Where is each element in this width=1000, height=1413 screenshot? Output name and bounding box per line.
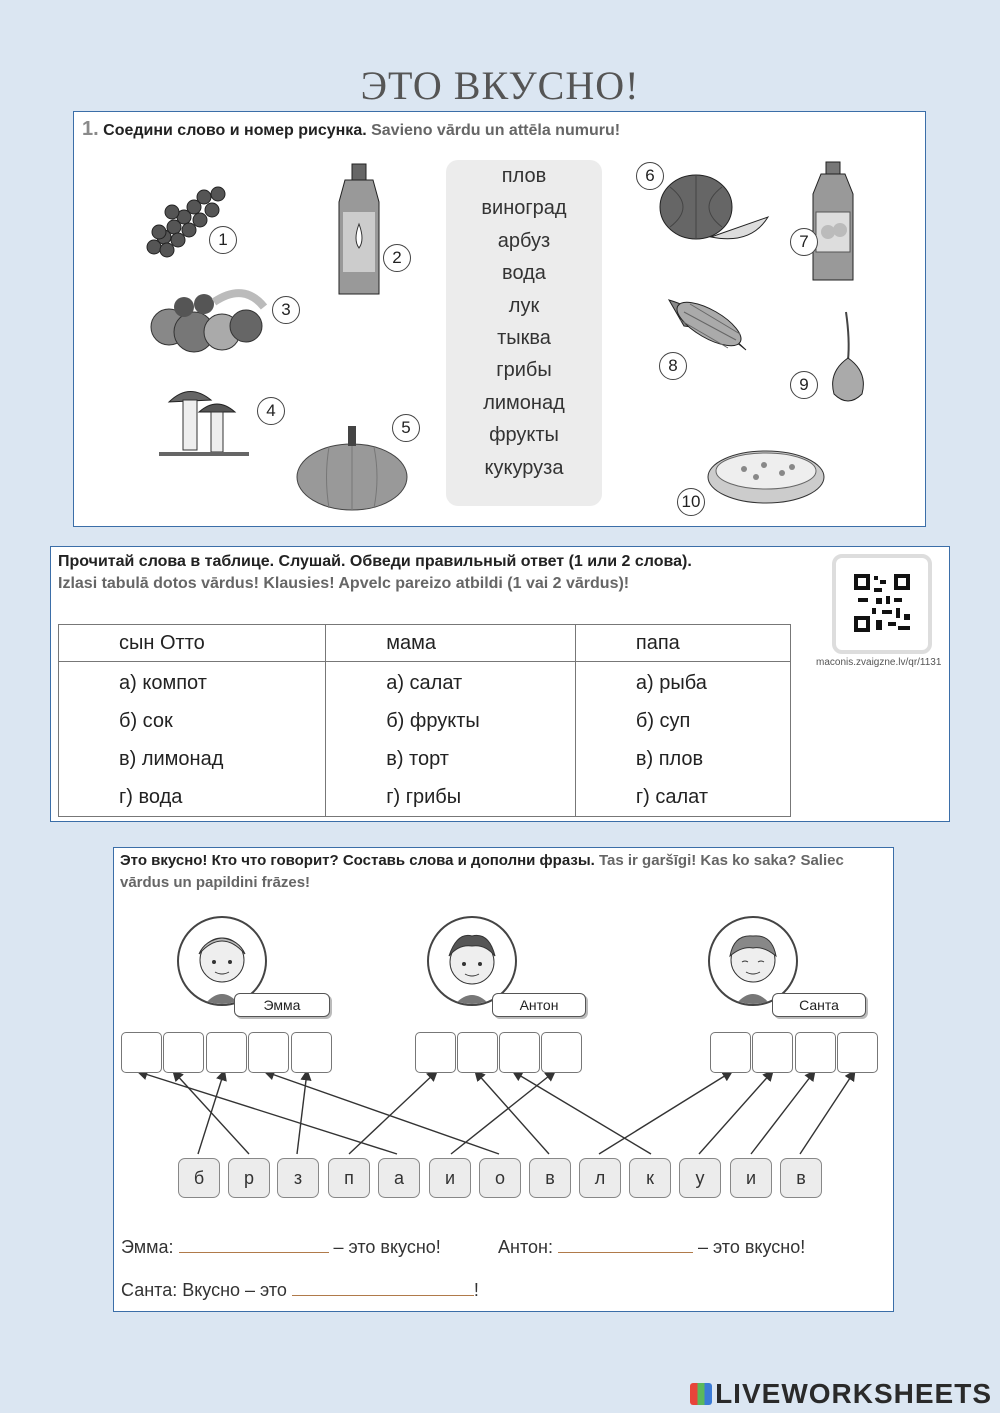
instruction-lv: Izlasi tabulā dotos vārdus! Klausies! Apvelc pareizo atbildi (1 vai 2 vārdus)! bbox=[58, 575, 630, 592]
logo-icon bbox=[690, 1383, 712, 1405]
picture-number-2: 2 bbox=[383, 244, 411, 272]
watermelon-icon bbox=[656, 167, 771, 247]
column-header: мама bbox=[326, 625, 576, 662]
answer-option[interactable]: а) рыба bbox=[635, 672, 707, 694]
picture-number-3: 3 bbox=[272, 296, 300, 324]
letter-tile[interactable]: у bbox=[679, 1158, 721, 1198]
letter-box-anton[interactable] bbox=[415, 1032, 456, 1073]
sentence-tail: – это вкусно! bbox=[697, 1237, 806, 1257]
letter-tile[interactable]: в bbox=[780, 1158, 822, 1198]
instruction-ru: Это вкусно! Кто что говорит? Составь слова и дополни фразы. bbox=[120, 852, 595, 869]
exercise-1-panel bbox=[73, 111, 926, 527]
word-item[interactable]: лимонад bbox=[483, 391, 565, 414]
word-list bbox=[446, 160, 602, 506]
picture-number-5: 5 bbox=[392, 414, 420, 442]
answer-option[interactable]: г) грибы bbox=[386, 786, 462, 808]
water-bottle-icon bbox=[329, 162, 389, 302]
answer-option[interactable]: б) суп bbox=[635, 710, 691, 732]
connector-line bbox=[800, 1072, 854, 1154]
exercise-2-panel bbox=[50, 546, 950, 822]
letter-box-santa[interactable] bbox=[837, 1032, 878, 1073]
qr-code[interactable] bbox=[832, 554, 932, 654]
picture-number-4: 4 bbox=[257, 397, 285, 425]
letter-tile[interactable]: в bbox=[529, 1158, 571, 1198]
picture-number-6: 6 bbox=[636, 162, 664, 190]
answer-blank-emma[interactable] bbox=[179, 1236, 329, 1253]
letter-tile[interactable]: л bbox=[579, 1158, 621, 1198]
fruits-icon bbox=[144, 282, 274, 362]
name-tag-anton: Антон bbox=[492, 993, 586, 1017]
letter-tile[interactable]: о bbox=[479, 1158, 521, 1198]
letter-tile[interactable]: з bbox=[277, 1158, 319, 1198]
sentence-anton bbox=[498, 1236, 805, 1258]
letter-tile[interactable]: к bbox=[629, 1158, 671, 1198]
answer-table bbox=[58, 624, 791, 817]
word-item[interactable]: виноград bbox=[481, 197, 567, 220]
column-header: сын Отто bbox=[59, 625, 326, 662]
letter-tile[interactable]: и bbox=[730, 1158, 772, 1198]
instruction-ru: Соедини слово и номер рисунка. bbox=[103, 122, 367, 139]
footer-text: LIVEWORKSHEETS bbox=[715, 1378, 992, 1409]
onion-icon bbox=[822, 310, 872, 410]
answer-blank-anton[interactable] bbox=[558, 1236, 693, 1253]
answer-option[interactable]: г) салат bbox=[635, 786, 709, 808]
connector-line bbox=[139, 1072, 397, 1154]
picture-number-8: 8 bbox=[659, 352, 687, 380]
sentence-santa bbox=[121, 1279, 479, 1301]
name-tag-emma: Эмма bbox=[234, 993, 330, 1017]
letter-box-santa[interactable] bbox=[795, 1032, 836, 1073]
word-item[interactable]: вода bbox=[502, 262, 546, 285]
sentence-tail: ! bbox=[473, 1280, 479, 1300]
plov-icon bbox=[704, 437, 829, 517]
picture-number-1: 1 bbox=[209, 226, 237, 254]
sentence-emma bbox=[121, 1236, 441, 1258]
connector-line bbox=[599, 1072, 731, 1154]
letter-box-anton[interactable] bbox=[499, 1032, 540, 1073]
pumpkin-icon bbox=[294, 422, 409, 512]
options-column-otto bbox=[59, 662, 326, 817]
options-column-papa bbox=[575, 662, 790, 817]
exercise-2-instruction bbox=[58, 551, 692, 595]
answer-option[interactable]: в) лимонад bbox=[119, 748, 224, 770]
answer-option[interactable]: а) компот bbox=[119, 672, 207, 694]
connector-line bbox=[266, 1072, 499, 1154]
sentence-text: Санта: Вкусно – это bbox=[121, 1280, 287, 1300]
letter-box-emma[interactable] bbox=[121, 1032, 162, 1073]
word-item[interactable]: грибы bbox=[496, 359, 552, 382]
word-item[interactable]: арбуз bbox=[497, 229, 551, 252]
word-item[interactable]: тыква bbox=[497, 326, 551, 349]
answer-option[interactable]: в) плов bbox=[635, 748, 704, 770]
picture-number-9: 9 bbox=[790, 371, 818, 399]
letter-box-anton[interactable] bbox=[457, 1032, 498, 1073]
options-column-mama bbox=[326, 662, 576, 817]
instruction-lv: Tas ir garšīgi! Kas ko saka? Saliec vārdus un papildini frāzes! bbox=[120, 852, 844, 891]
exercise-number: 1. bbox=[82, 118, 99, 140]
liveworksheets-logo bbox=[690, 1378, 992, 1410]
instruction-lv: Savieno vārdu un attēla numuru! bbox=[371, 122, 621, 139]
word-item[interactable]: фрукты bbox=[489, 424, 559, 447]
letter-box-santa[interactable] bbox=[710, 1032, 751, 1073]
connector-line bbox=[514, 1072, 651, 1154]
speaker-name: Эмма: bbox=[121, 1237, 174, 1257]
letter-box-anton[interactable] bbox=[541, 1032, 582, 1073]
letter-box-emma[interactable] bbox=[248, 1032, 289, 1073]
mushrooms-icon bbox=[159, 382, 249, 462]
lemonade-icon bbox=[809, 160, 859, 285]
picture-number-7: 7 bbox=[790, 228, 818, 256]
name-tag-santa: Санта bbox=[772, 993, 866, 1017]
answer-option[interactable]: в) торт bbox=[386, 748, 449, 770]
letter-box-emma[interactable] bbox=[206, 1032, 247, 1073]
word-item[interactable]: кукуруза bbox=[484, 456, 564, 479]
letter-tile[interactable]: а bbox=[378, 1158, 420, 1198]
connector-line bbox=[349, 1072, 436, 1154]
speaker-name: Антон: bbox=[498, 1237, 553, 1257]
word-item[interactable]: лук bbox=[508, 294, 540, 317]
word-item[interactable]: плов bbox=[501, 165, 547, 187]
letter-tile[interactable]: п bbox=[328, 1158, 370, 1198]
sentence-tail: – это вкусно! bbox=[333, 1237, 441, 1257]
letter-box-emma[interactable] bbox=[291, 1032, 332, 1073]
exercise-1-instruction bbox=[82, 118, 620, 142]
letter-tile[interactable]: и bbox=[429, 1158, 471, 1198]
answer-option[interactable]: б) фрукты bbox=[386, 710, 480, 732]
answer-blank-santa[interactable] bbox=[292, 1279, 474, 1296]
letter-tile[interactable]: р bbox=[228, 1158, 270, 1198]
exercise-3-panel bbox=[113, 847, 894, 1312]
qr-url[interactable]: maconis.zvaigzne.lv/qr/1131 bbox=[816, 657, 942, 668]
answer-option[interactable]: г) вода bbox=[119, 786, 183, 808]
picture-number-10: 10 bbox=[677, 488, 705, 516]
column-header: папа bbox=[575, 625, 790, 662]
letter-box-emma[interactable] bbox=[163, 1032, 204, 1073]
qr-code-icon bbox=[836, 558, 928, 650]
instruction-ru: Прочитай слова в таблице. Слушай. Обведи правильный ответ (1 или 2 слова). bbox=[58, 553, 692, 570]
letter-tile[interactable]: б bbox=[178, 1158, 220, 1198]
answer-option[interactable]: а) салат bbox=[386, 672, 463, 694]
letter-box-santa[interactable] bbox=[752, 1032, 793, 1073]
page-title: ЭТО ВКУСНО! bbox=[360, 63, 640, 108]
answer-option[interactable]: б) сок bbox=[119, 710, 173, 732]
connector-line bbox=[174, 1072, 249, 1154]
